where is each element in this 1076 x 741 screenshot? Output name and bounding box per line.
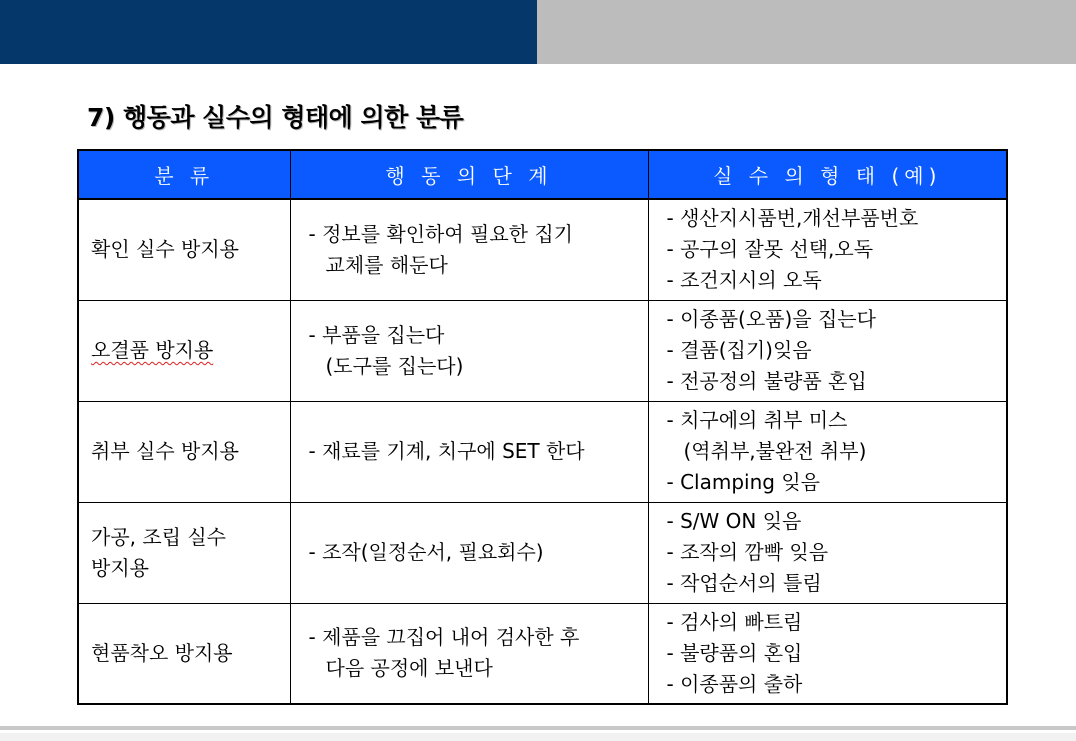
category-text: 오결품 방지용: [91, 338, 214, 362]
error-text: - 작업순서의 틀림: [666, 571, 822, 595]
error-text: - 조작의 깜빡 잊음: [666, 540, 829, 564]
action-cell: [290, 502, 648, 603]
error-text: - 결품(집기)잊음: [666, 338, 812, 362]
header-band-gray: [537, 0, 1076, 64]
error-text: - 전공정의 불량품 혼입: [666, 369, 867, 393]
error-text: - S/W ON 잊음: [666, 509, 802, 533]
action-text: 다음 공정에 보낸다: [325, 656, 493, 681]
category-text: 가공, 조립 실수: [91, 524, 226, 549]
category-cell: [78, 603, 290, 704]
action-cell: [290, 300, 648, 401]
error-text: - 불량품의 혼입: [666, 640, 803, 665]
action-cell: [290, 401, 648, 502]
error-text: - 생산지시품번,개선부품번호: [666, 206, 919, 231]
table-header-row: [78, 150, 1007, 199]
category-text: 취부 실수 방지용: [91, 439, 239, 463]
table-row: [78, 300, 1007, 401]
category-text: 확인 실수 방지용: [91, 237, 239, 262]
table-row: [78, 199, 1007, 300]
table-row: [78, 502, 1007, 603]
action-text: - 조작(일정순서, 필요회수): [308, 540, 544, 564]
header-band-blue: [0, 0, 537, 64]
category-cell: [78, 300, 290, 401]
error-text: - 이종품(오품)을 집는다: [666, 307, 876, 331]
action-text: - 정보를 확인하여 필요한 집기: [308, 221, 573, 246]
action-text: (도구를 집는다): [325, 353, 464, 378]
category-text: 현품착오 방지용: [91, 640, 233, 665]
action-text: 교체를 해둔다: [325, 252, 448, 277]
footer-divider: [0, 726, 1076, 730]
error-text: - 공구의 잘못 선택,오독: [666, 237, 874, 262]
category-cell: [78, 502, 290, 603]
table-row: [78, 603, 1007, 704]
error-cell: [648, 603, 1007, 704]
error-text: - 이종품의 출하: [666, 671, 803, 696]
error-text: - 치구에의 취부 미스: [666, 408, 848, 432]
header-action-stage: 행 동 의 단 계: [290, 150, 648, 199]
action-cell: [290, 199, 648, 300]
error-cell: [648, 401, 1007, 502]
table-row: [78, 401, 1007, 502]
category-text: 방지용: [91, 555, 149, 580]
error-text: - Clamping 잊음: [666, 470, 820, 494]
error-text: (역취부,불완전 취부): [683, 439, 867, 463]
header-category: 분 류: [78, 150, 290, 199]
error-cell: [648, 199, 1007, 300]
error-text: - 조건지시의 오독: [666, 268, 822, 293]
action-text: - 재료를 기계, 치구에 SET 한다: [308, 439, 585, 463]
footer-band: [0, 733, 1076, 741]
category-cell: [78, 199, 290, 300]
error-cell: [648, 300, 1007, 401]
header-error-type: 실 수 의 형 태 (예): [648, 150, 1007, 199]
action-text: - 부품을 집는다: [308, 322, 445, 347]
error-text: - 검사의 빠트림: [666, 609, 803, 634]
action-text: - 제품을 끄집어 내어 검사한 후: [308, 625, 580, 650]
category-cell: [78, 401, 290, 502]
page-title: 7) 행동과 실수의 형태에 의한 분류: [87, 103, 464, 132]
classification-table: [77, 149, 1008, 705]
error-cell: [648, 502, 1007, 603]
action-cell: [290, 603, 648, 704]
